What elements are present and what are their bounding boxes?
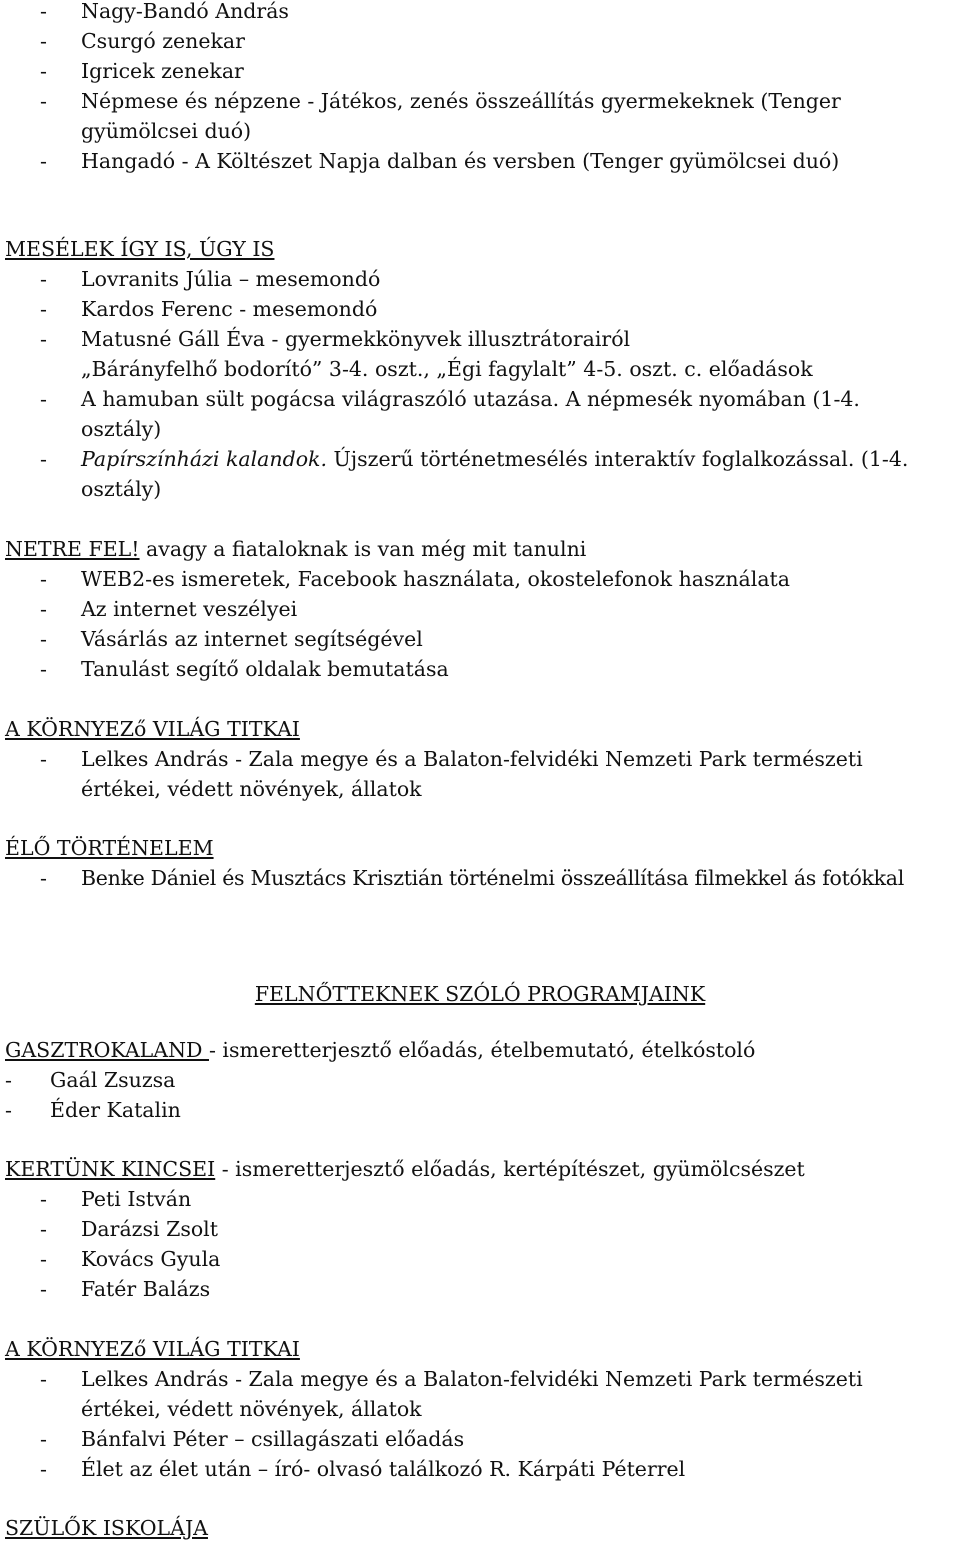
section-heading-netre (5, 534, 586, 564)
section-heading-kornyezo: A KÖRNYEZő VILÁG TITKAI (5, 717, 300, 741)
item-title: Papírszínházi kalandok. (81, 447, 327, 471)
section-heading-szulok: SZÜLŐK ISKOLÁJA (5, 1516, 208, 1540)
section-heading-kertunk (5, 1154, 805, 1184)
section-heading-gasztro (5, 1035, 755, 1065)
heading-description: - ismeretterjesztő előadás, kertépítészet, gyümölcsészet (215, 1157, 805, 1181)
document-page: - Nagy-Bandó András - Csurgó zenekar - Igricek zenekar - Népmese és népzene - Játékos, zenés összeállítás gyermekeknek (Tenger gyümölcsei duó) - Hangadó - A Költészet Napja dalban és versben (Tenger gyümölcsei duó) MESÉLEK ÍGY IS, ÚGY IS - Lovranits Júlia – mesemondó - Kardos Ferenc - mesemondó - Matusné Gáll Éva - gyermekkönyvek illusztrátorairól „Bárányfelhő bodorító” 3-4. oszt., „Égi fagylalt” 4-5. oszt. c. előadások - A hamuban sült pogácsa világraszóló utazása. A népmesék nyomában (1-4. osztály) - Papírszínházi kalandok. Újszerű történetmesélés interaktív foglalkozással. (1-4. osztály) NETRE FEL! avagy a fiataloknak is van még mit tanulni - WEB2-es ismeretek, Facebook használata, okostelefonok használata - Az internet veszélyei - Vásárlás az internet segítségével - Tanulást segítő oldalak bemutatása A KÖRNYEZő VILÁG TITKAI - Lelkes András - Zala megye és a Balaton-felvidéki Nemzeti Park természeti értékei, védett növények, állatok ÉLŐ TÖRTÉNELEM - Benke Dániel és Musztács Krisztián történelmi összeállítása filmekkel ás fotókkal FELNŐTTEKNEK SZÓLÓ PROGRAMJAINK GASZTROKALAND - ismeretterjesztő előadás, ételbemutató, ételkóstoló - Gaál Zsuzsa - Éder Katalin KERTÜNK KINCSEI - ismeretterjesztő előadás, kertépítészet, gyümölcsészet - Peti István - Darázsi Zsolt - Kovács Gyula - Fatér Balázs A KÖRNYEZő VILÁG TITKAI - Lelkes András - Zala megye és a Balaton-felvidéki Nemzeti Park természeti értékei, védett növények, állatok - Bánfalvi Péter – csillagászati előadás - Élet az élet után – író- olvasó találkozó R. Kárpáti Péterrel SZÜLŐK ISKOLÁJA (0, 0, 960, 1544)
heading-text: NETRE FEL! (5, 537, 140, 561)
page-section-title: FELNŐTTEKNEK SZÓLÓ PROGRAMJAINK (254, 982, 706, 1006)
section-heading-meselek: MESÉLEK ÍGY IS, ÚGY IS (5, 237, 275, 261)
item-description: Újszerű történetmesélés interaktív foglalkozással. (1-4. (326, 447, 909, 471)
section-heading-kornyezo-adult: A KÖRNYEZő VILÁG TITKAI (5, 1337, 300, 1361)
section-heading-elo: ÉLŐ TÖRTÉNELEM (5, 836, 214, 860)
heading-description: - ismeretterjesztő előadás, ételbemutató, ételkóstoló (208, 1038, 756, 1062)
heading-text: KERTÜNK KINCSEI (5, 1157, 216, 1181)
heading-text: GASZTROKALAND (5, 1038, 209, 1062)
heading-subtitle: avagy a fiataloknak is van még mit tanulni (139, 537, 587, 561)
